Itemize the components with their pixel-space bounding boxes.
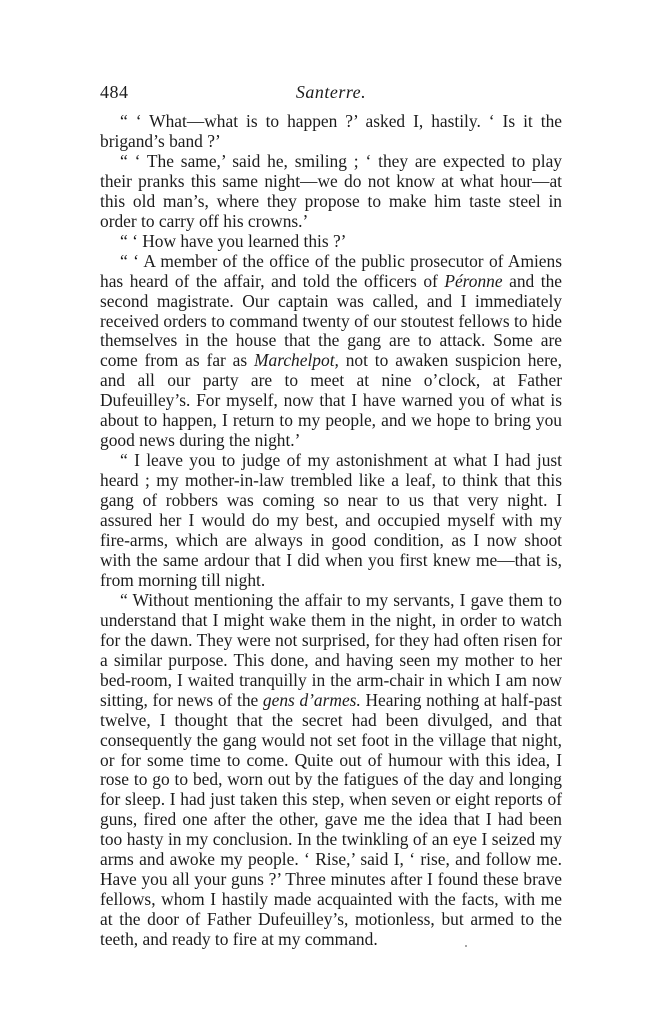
page-number: 484 (100, 82, 129, 102)
paragraph-2 (100, 152, 562, 232)
body-text (100, 112, 562, 950)
paragraph-text: not to awaken suspicion here, and all our party are to meet at nine o’clock, at Father Dufeuilley’s. For myself, now that I have warned you of what is about to happen, I return to my people, and we hope to bring you good news during the night.’ (100, 350, 562, 451)
print-speck (465, 945, 467, 947)
italic-place-name: Péronne (444, 270, 503, 291)
book-page (100, 82, 562, 950)
paragraph-1 (100, 112, 562, 152)
paragraph-text: “ ‘ What—what is to happen ?’ asked I, hastily. ‘ Is it the brigand’s band ?’ (100, 111, 562, 151)
italic-term: gens d’armes. (262, 689, 361, 710)
page-header (100, 82, 562, 108)
paragraph-3 (100, 232, 562, 252)
paragraph-text: “ Without mentioning the affair to my servants, I gave them to understand that I might wake them in the night, in order to watch for the dawn. They were not surprised, for they had often risen for a similar purpose. This done, and having seen my mother to her bed-room, I waited tranquilly in the arm-chair in which I am now sitting, for news of the (100, 589, 562, 710)
paragraph-text: Hearing nothing at half-past twelve, I thought that the secret had been divulged, and that consequently the gang would not set foot in the village that night, or for some time to come. Quite out of humour with this idea, I rose to go to bed, worn out by the fatigues of the day and longing for sleep. I had just taken this step, when seven or eight reports of guns, fired one after the other, gave me the idea that I had been too hasty in my conclusion. In the twinkling of an eye I seized my arms and awoke my people. ‘ Rise,’ said I, ‘ rise, and follow me. Have you all your guns ?’ Three minutes after I found these brave fellows, whom I hastily made acquainted with the facts, with me at the door of Father Dufeuilley’s, motionless, but armed to the teeth, and ready to fire at my command. (100, 689, 562, 950)
paragraph-5 (100, 451, 562, 591)
paragraph-text: “ ‘ How have you learned this ?’ (120, 230, 347, 251)
paragraph-text: “ ‘ The same,’ said he, smiling ; ‘ they are expected to play their pranks this same night—we do not know at what hour—at this old man’s, where they propose to make him taste steel in order to carry off his crowns.’ (100, 150, 562, 231)
italic-place-name: Marchelpot, (254, 350, 339, 371)
running-title: Santerre. (295, 82, 367, 102)
paragraph-text: and the second magistrate. Our captain was called, and I immediately received orders to command twenty of our stoutest fellows to hide themselves in the house that the gang are to attack. Some are come from as far as (100, 270, 562, 371)
paragraph-text: “ I leave you to judge of my astonishment at what I had just heard ; my mother-in-law trembled like a leaf, to think that this gang of robbers was coming so near to us that very night. I assured her I would do my best, and occupied myself with my fire-arms, which are always in good condition, as I now shoot with the same ardour that I did when you first knew me—that is, from morning till night. (100, 450, 562, 590)
paragraph-6 (100, 591, 562, 950)
paragraph-4 (100, 252, 562, 452)
paragraph-text: “ ‘ A member of the office of the public prosecutor of Amiens has heard of the affair, and told the officers of (100, 250, 562, 291)
